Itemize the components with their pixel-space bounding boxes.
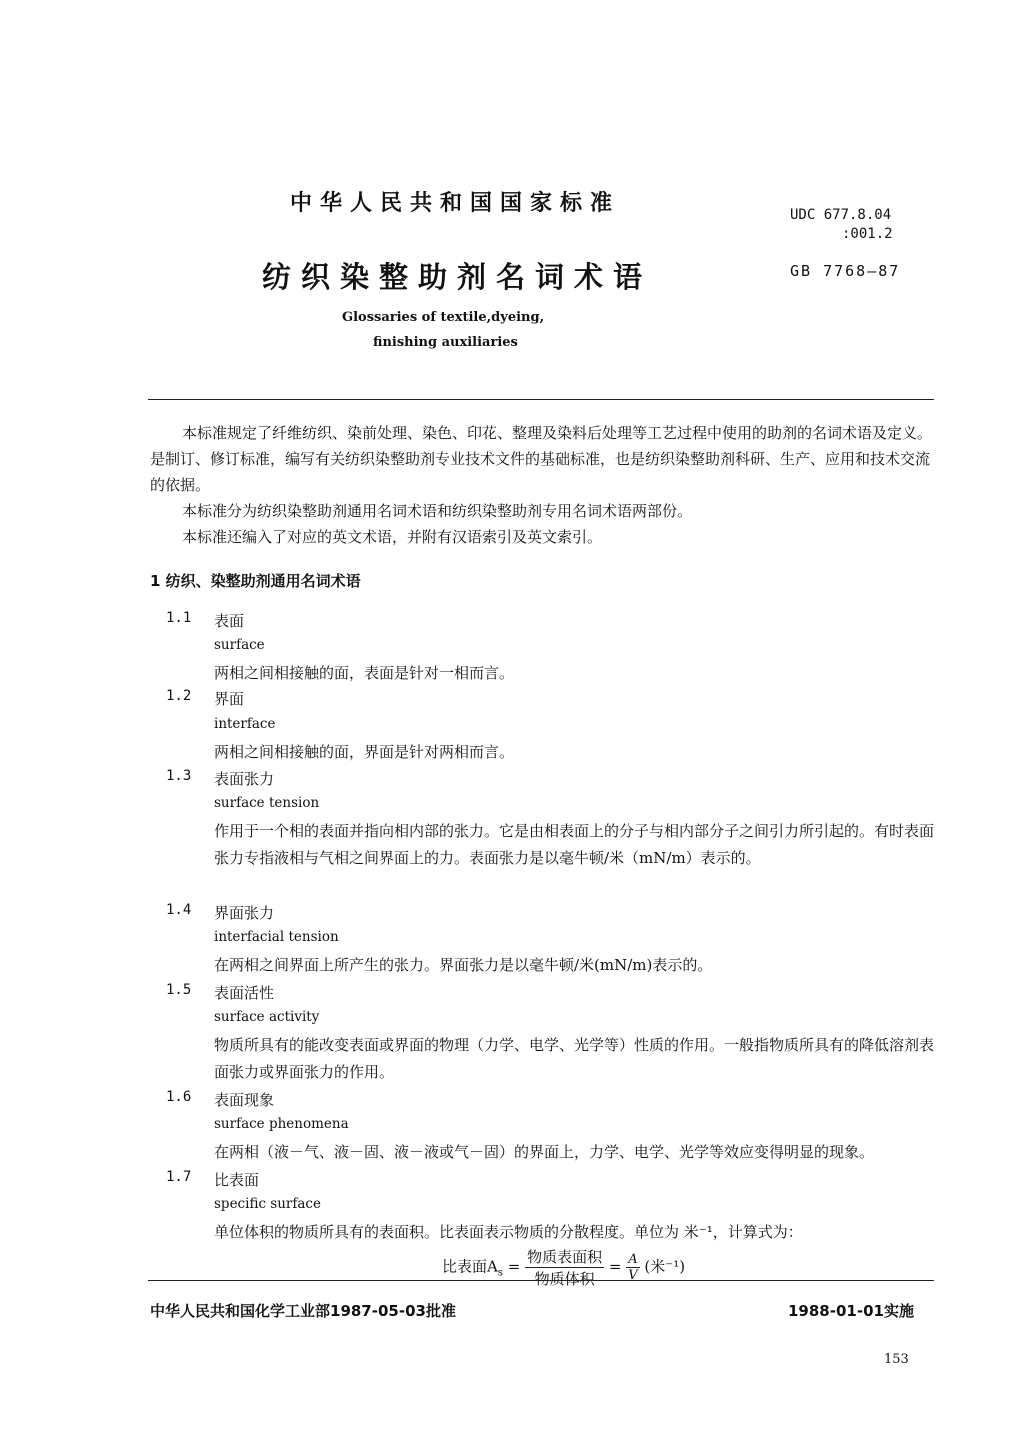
formula-fraction-1 — [525, 1246, 604, 1289]
intro-paragraph: 本标准还编入了对应的英文术语，并附有汉语索引及英文索引。 — [182, 528, 603, 546]
term-chinese: 表面张力 — [214, 770, 275, 788]
specific-surface-formula: 比表面$A_s$ = $\frac{\text{物质表面积}}{\text{物质体积}}$ = $\frac{A}{V}$ (米⁻¹) — [442, 1248, 686, 1288]
term-definition: 两相之间相接触的面，表面是针对一相而言。 — [214, 664, 515, 682]
header-rule — [148, 399, 934, 400]
term-definition: 作用于一个相的表面并指向相内部的张力。它是由相表面上的分子与相内部分子之间引力所引起的。有时表面张力专指液相与气相之间界面上的力。表面张力是以毫牛顿/米（mN/m）表示的。 — [214, 822, 935, 867]
term-definition: 两相之间相接触的面，界面是针对两相而言。 — [214, 743, 515, 761]
udc-code-sub: :001.2 — [842, 226, 893, 242]
national-standard-heading: 中华人民共和国国家标准 — [290, 191, 621, 216]
term-english: surface activity — [214, 1009, 320, 1025]
term-english: interface — [214, 716, 276, 732]
term-chinese: 界面张力 — [214, 904, 275, 922]
english-title-line2: finishing auxiliaries — [373, 335, 518, 350]
term-definition: 在两相（液－气、液－固、液－液或气－固）的界面上，力学、电学、光学等效应变得明显的现象。 — [214, 1143, 875, 1161]
term-english: interfacial tension — [214, 929, 339, 945]
term-number: 1.3 — [166, 768, 192, 784]
formula-numerator-1: 物质表面积 — [527, 1248, 603, 1266]
formula-lhs: 比表面A — [442, 1257, 498, 1276]
standard-title: 纺织染整助剂名词术语 — [262, 260, 653, 294]
term-chinese: 界面 — [214, 690, 245, 708]
term-english: specific surface — [214, 1196, 321, 1212]
formula-denominator-2: V — [628, 1268, 638, 1283]
formula-fraction-2 — [626, 1252, 639, 1283]
intro-paragraph: 本标准规定了纤维纺织、染前处理、染色、印花、整理及染料后处理等工艺过程中使用的助剂的名词术语及定义。是制订、修订标准，编写有关纺织染整助剂专业技术文件的基础标准，也是纺织染整助剂科研、生产、应用和技术交流的依据。 — [150, 424, 933, 494]
term-number: 1.5 — [166, 982, 192, 998]
formula-denominator-1: 物质体积 — [534, 1270, 595, 1288]
term-english: surface phenomena — [214, 1116, 349, 1132]
intro-text — [150, 420, 936, 550]
term-chinese: 表面活性 — [214, 984, 275, 1002]
formula-unit: (米⁻¹) — [644, 1257, 686, 1276]
term-definition: 在两相之间界面上所产生的张力。界面张力是以毫牛顿/米(mN/m)表示的。 — [214, 956, 713, 974]
term-english: surface — [214, 637, 265, 653]
section-heading: 1 纺织、染整助剂通用名词术语 — [150, 572, 361, 590]
term-english: surface tension — [214, 795, 320, 811]
udc-code: UDC 677.8.04 — [790, 207, 892, 223]
implementation-date: 1988-01-01实施 — [788, 1302, 914, 1320]
term-chinese: 表面 — [214, 612, 245, 630]
page-number: 153 — [884, 1352, 909, 1367]
term-chinese: 比表面 — [214, 1171, 260, 1189]
term-number: 1.4 — [166, 902, 192, 918]
term-chinese: 表面现象 — [214, 1091, 275, 1109]
term-definition: 物质所具有的能改变表面或界面的物理（力学、电学、光学等）性质的作用。一般指物质所具有的降低溶剂表面张力或界面张力的作用。 — [214, 1036, 935, 1081]
term-number: 1.7 — [166, 1169, 192, 1185]
english-title-line1: Glossaries of textile,dyeing, — [342, 310, 545, 325]
footer-rule — [148, 1280, 934, 1281]
term-definition: 单位体积的物质所具有的表面积。比表面表示物质的分散程度。单位为 米⁻¹，计算式为： — [214, 1223, 803, 1241]
terms-list — [166, 610, 946, 1290]
formula-lhs-subscript: s — [497, 1267, 503, 1279]
term-number: 1.6 — [166, 1089, 192, 1105]
approval-line: 中华人民共和国化学工业部1987-05-03批准 — [150, 1302, 456, 1320]
gb-code: GB 7768—87 — [790, 262, 901, 280]
formula-numerator-2: A — [628, 1252, 638, 1267]
term-number: 1.1 — [166, 610, 192, 626]
intro-paragraph: 本标准分为纺织染整助剂通用名词术语和纺织染整助剂专用名词术语两部份。 — [182, 502, 693, 520]
term-number: 1.2 — [166, 688, 192, 704]
